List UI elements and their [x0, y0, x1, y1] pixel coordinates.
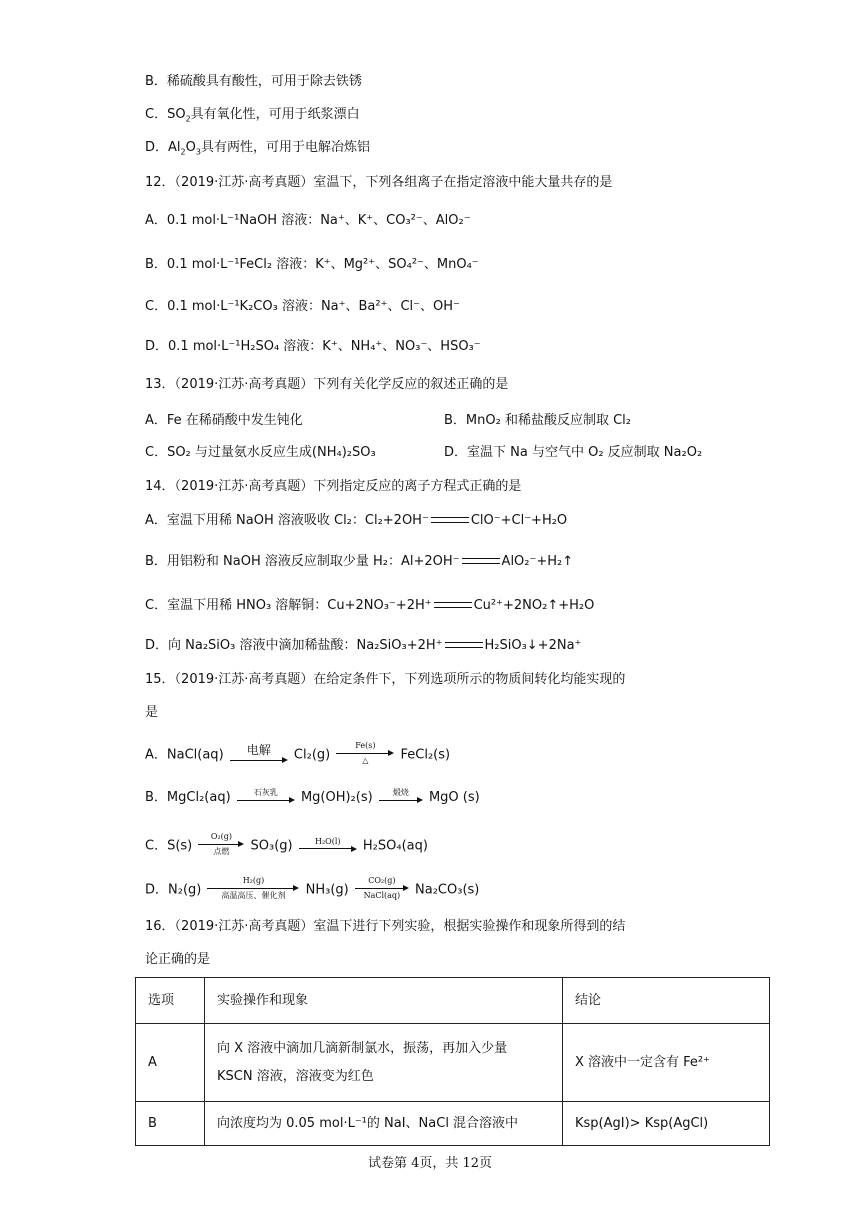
q14-option-a: A．室温下用稀 NaOH 溶液吸收 Cl₂：Cl₂+2OH⁻ ClO⁻+Cl⁻+H₂O [145, 513, 568, 528]
q16-stem-line2: 论正确的是 [145, 952, 211, 967]
table-cell-operation: 向 X 溶液中滴加几滴新制氯水，振荡，再加入少量 KSCN 溶液，溶液变为红色 [205, 1024, 563, 1102]
q12-option-a: A．0.1 mol·L⁻¹NaOH 溶液：Na⁺、K⁺、CO₃²⁻、AlO₂⁻ [145, 213, 471, 228]
q15-stem-line1: 15．（2019·江苏·高考真题）在给定条件下，下列选项所示的物质间转化均能实现的 [145, 672, 626, 687]
equals-sign-icon [445, 642, 483, 648]
q13-option-c: C．SO₂ 与过量氨水反应生成(NH₄)₂SO₃ [145, 445, 376, 460]
reaction-arrow-icon: 电解 [230, 743, 288, 763]
table-row [136, 1024, 770, 1102]
q14-stem: 14．（2019·江苏·高考真题）下列指定反应的离子方程式正确的是 [145, 479, 522, 494]
q11-option-b: B．稀硫酸具有酸性，可用于除去铁锈 [145, 74, 362, 89]
q15-option-a: A．NaCl(aq) 电解 Cl₂(g) Fe(s) △ FeCl₂(s) [145, 741, 451, 765]
q13-option-a: A．Fe 在稀硝酸中发生钝化 [145, 413, 303, 428]
reaction-arrow-icon: H₂O(l) [299, 837, 357, 852]
table-cell-operation: 向浓度均为 0.05 mol·L⁻¹的 NaI、NaCl 混合溶液中 [205, 1102, 563, 1146]
q13-option-d: D．室温下 Na 与空气中 O₂ 反应制取 Na₂O₂ [444, 445, 703, 460]
q11-option-c: C．$SO_2$具有氧化性，可用于纸浆漂白 [145, 107, 360, 124]
q12-option-c: C．0.1 mol·L⁻¹K₂CO₃ 溶液：Na⁺、Ba²⁺、Cl⁻、OH⁻ [145, 299, 460, 314]
table-cell-conclusion: Ksp(AgI)> Ksp(AgCl) [563, 1102, 770, 1146]
reaction-arrow-icon: 煅烧 [379, 788, 423, 803]
experiment-table [135, 977, 770, 1146]
q16-stem-line1: 16．（2019·江苏·高考真题）室温下进行下列实验，根据实验操作和现象所得到的结 [145, 919, 626, 934]
table-header-cell: 实验操作和现象 [205, 978, 563, 1024]
reaction-arrow-icon: Fe(s) △ [336, 741, 394, 765]
table-cell-conclusion: X 溶液中一定含有 Fe²⁺ [563, 1024, 770, 1102]
q14-option-b: B．用铝粉和 NaOH 溶液反应制取少量 H₂：Al+2OH⁻ AlO₂⁻+H₂↑ [145, 554, 574, 569]
equals-sign-icon [431, 517, 469, 523]
q13-option-b: B．MnO₂ 和稀盐酸反应制取 Cl₂ [444, 413, 631, 428]
q13-stem: 13．（2019·江苏·高考真题）下列有关化学反应的叙述正确的是 [145, 377, 509, 392]
q14-option-d: D．向 Na₂SiO₃ 溶液中滴加稀盐酸：Na₂SiO₃+2H⁺ H₂SiO₃↓+2Na⁺ [145, 638, 582, 653]
q12-option-b: B．0.1 mol·L⁻¹FeCl₂ 溶液：K⁺、Mg²⁺、SO₄²⁻、MnO₄⁻ [145, 257, 479, 272]
q15-stem-line2: 是 [145, 705, 159, 720]
table-header-row [136, 978, 770, 1024]
reaction-arrow-icon: H₂(g) 高温高压、催化剂 [207, 876, 299, 900]
page-footer: 试卷第 4页，共 12页 [367, 1156, 493, 1171]
table-row [136, 1102, 770, 1146]
equals-sign-icon [462, 558, 500, 564]
equals-sign-icon [434, 602, 472, 608]
table-cell-option: B [136, 1102, 205, 1146]
q12-option-d: D．0.1 mol·L⁻¹H₂SO₄ 溶液：K⁺、NH₄⁺、NO₃⁻、HSO₃⁻ [145, 339, 481, 354]
table-header-cell: 选项 [136, 978, 205, 1024]
table-header-cell: 结论 [563, 978, 770, 1024]
reaction-arrow-icon: 石灰乳 [237, 788, 295, 803]
table-cell-option: A [136, 1024, 205, 1102]
q15-option-d: D．N₂(g) H₂(g) 高温高压、催化剂 NH₃(g) CO₂(g) NaCl(aq) Na₂CO₃(s) [145, 876, 480, 900]
reaction-arrow-icon: O₂(g) 点燃 [198, 832, 244, 856]
q15-option-b: B．MgCl₂(aq) 石灰乳 Mg(OH)₂(s) 煅烧 MgO (s) [145, 788, 480, 805]
q15-option-c: C．S(s) O₂(g) 点燃 SO₃(g) H₂O(l) H₂SO₄(aq) [145, 832, 428, 856]
q12-stem: 12．（2019·江苏·高考真题）室温下，下列各组离子在指定溶液中能大量共存的是 [145, 175, 613, 190]
q14-option-c: C．室温下用稀 HNO₃ 溶解铜：Cu+2NO₃⁻+2H⁺ Cu²⁺+2NO₂↑+H₂O [145, 598, 595, 613]
q11-option-d: D．$Al_2O_3$具有两性，可用于电解冶炼铝 [145, 140, 370, 157]
reaction-arrow-icon: CO₂(g) NaCl(aq) [355, 876, 409, 900]
